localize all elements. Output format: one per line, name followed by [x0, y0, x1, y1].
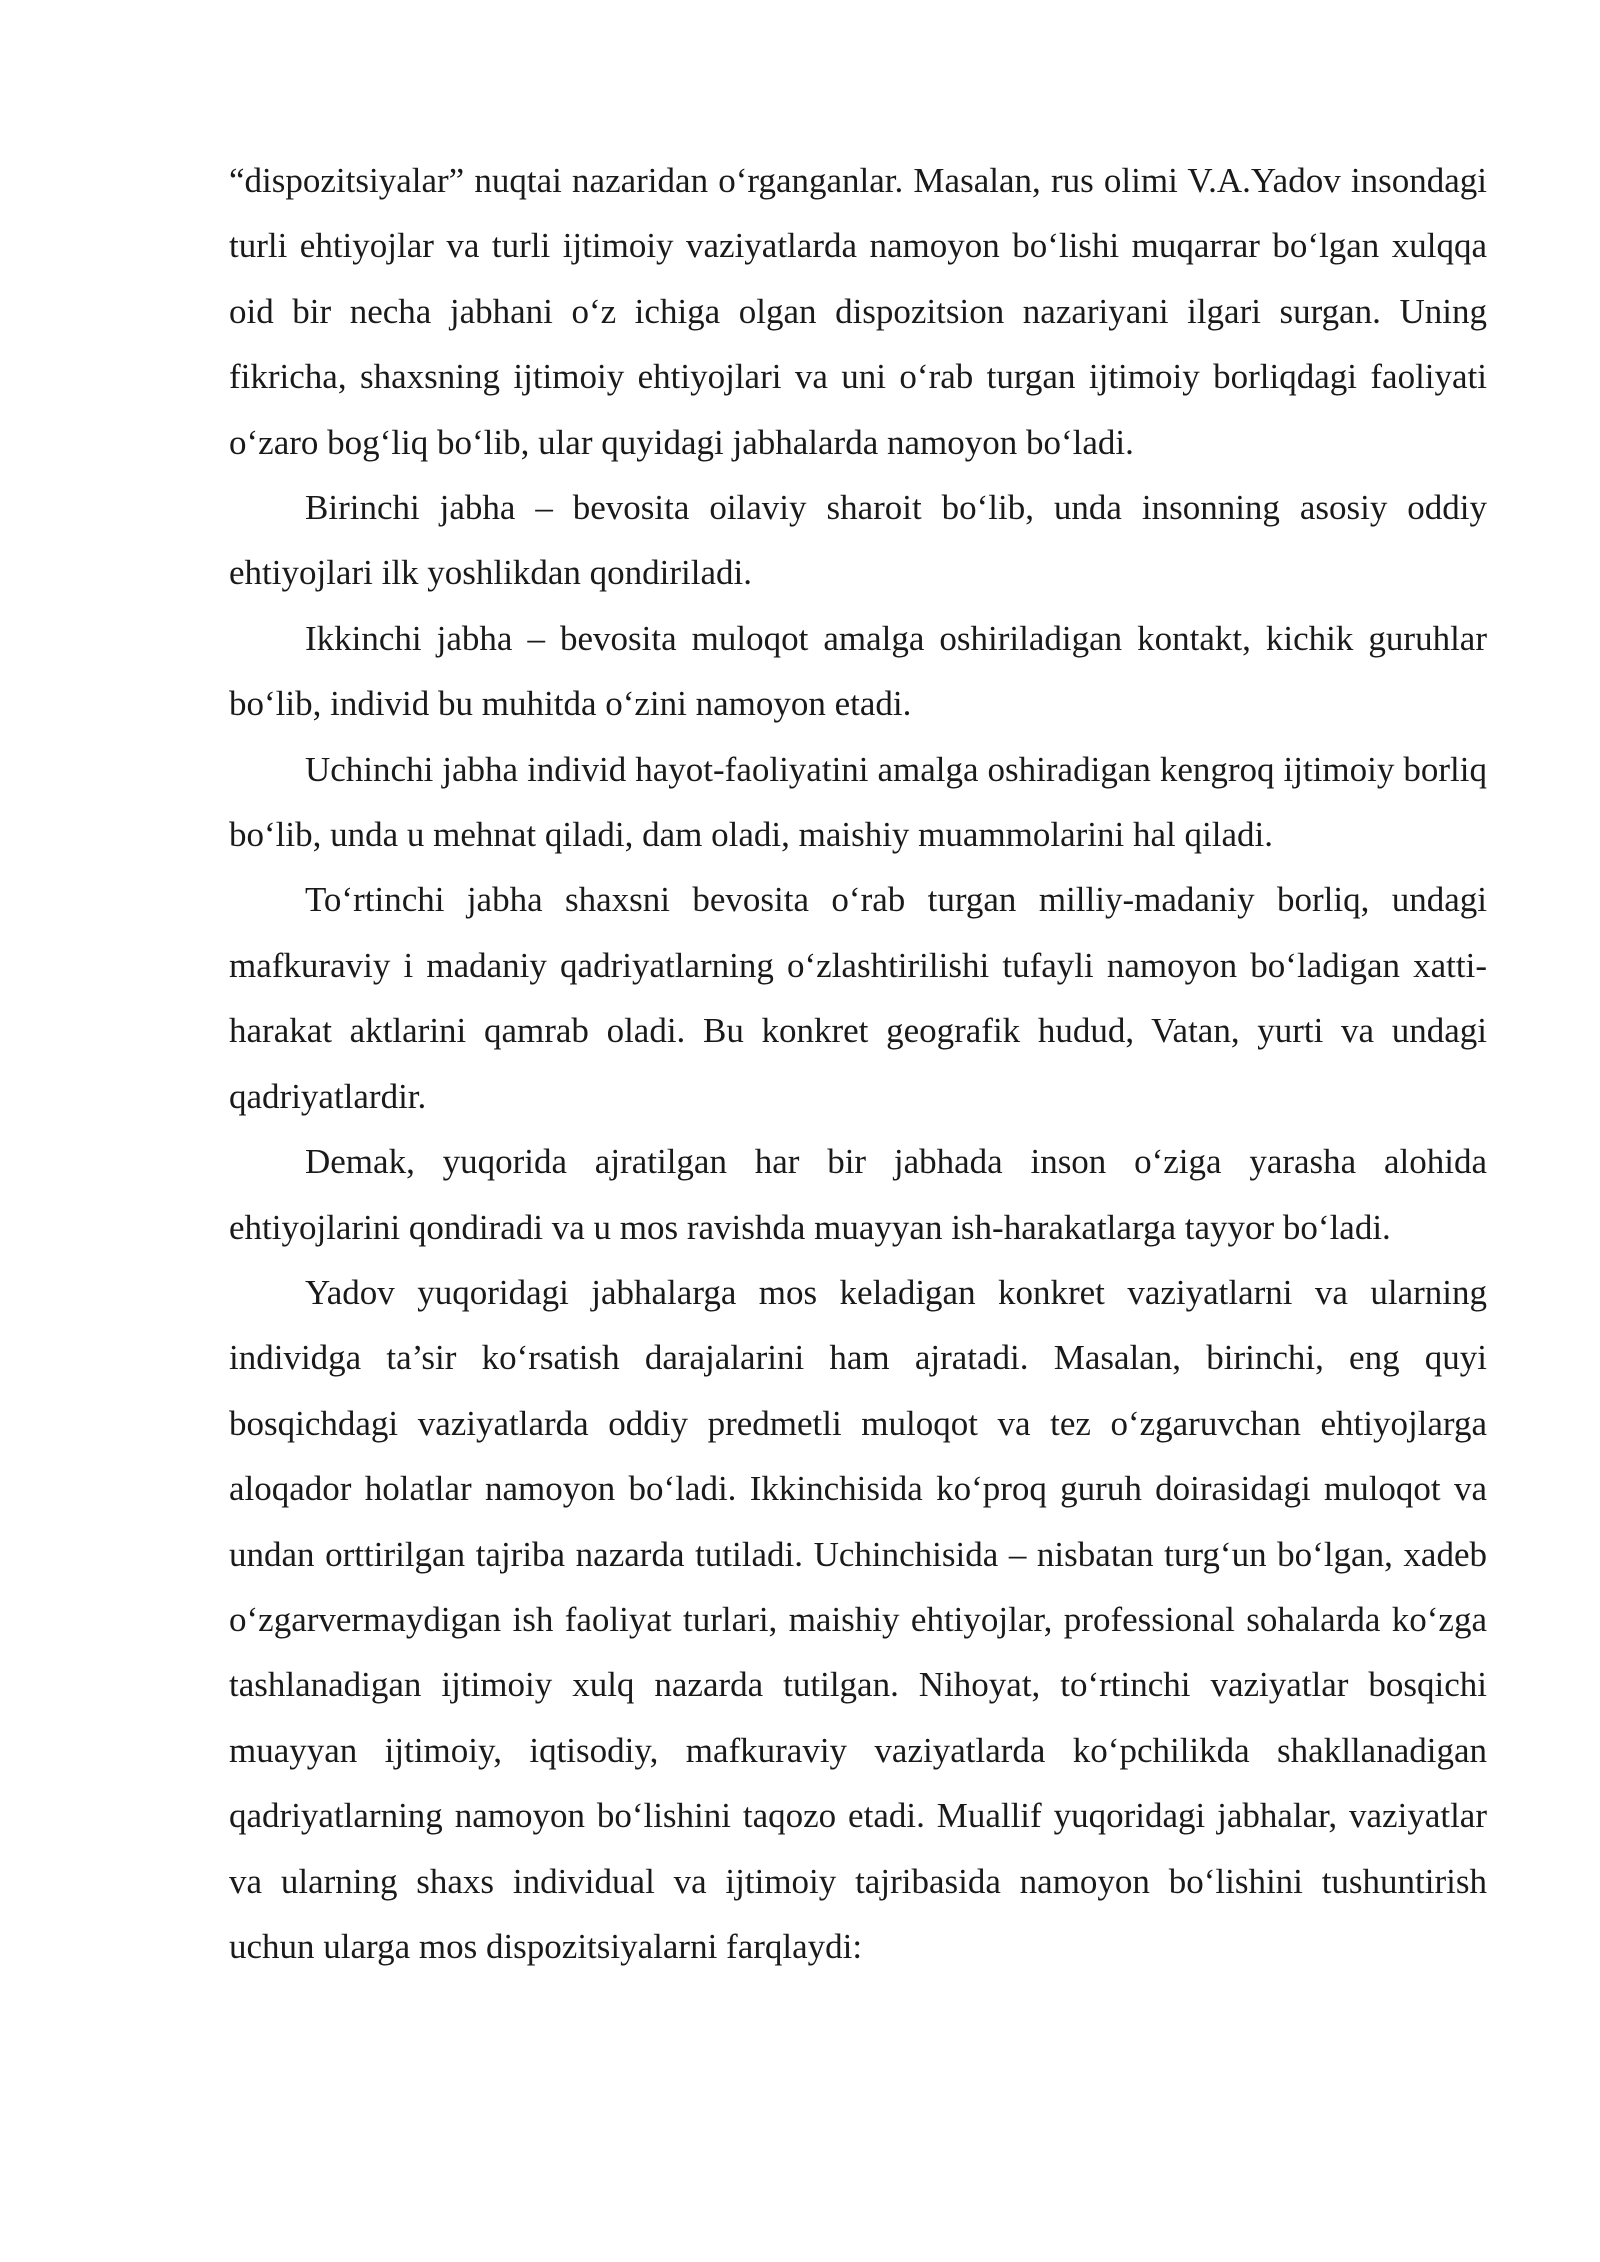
paragraph-fourth-sphere: To‘rtinchi jabha shaxsni bevosita o‘rab turgan milliy-madaniy borliq, undagi mafkuraviy i madaniy qadriyatlarning o‘zlashtirilishi tufayli namoyon bo‘ladigan xatti-harakat aktlarini qamrab oladi. Bu konkret geografik hudud, Vatan, yurti va undagi qadriyatlardir.: [229, 880, 1487, 1116]
paragraph-yadov-situations: Yadov yuqoridagi jabhalarga mos keladigan konkret vaziyatlarni va ularning individga ta’sir ko‘rsatish darajalarini ham ajratadi. Masalan, birinchi, eng quyi bosqichdagi vaziyatlarda oddiy predmetli muloqot va tez o‘zgaruvchan ehtiyojlarga aloqador holatlar namoyon bo‘ladi. Ikkinchisida ko‘proq guruh doirasidagi muloqot va undan orttirilgan tajriba nazarda tutiladi. Uchinchisida – nisbatan turg‘un bo‘lgan, xadeb o‘zgarvermaydigan ish faoliyat turlari, maishiy ehtiyojlar, professional sohalarda ko‘zga tashlanadigan ijtimoiy xulq nazarda tutilgan. Nihoyat, to‘rtinchi vaziyatlar bosqichi muayyan ijtimoiy, iqtisodiy, mafkuraviy vaziyatlarda ko‘pchilikda shakllanadigan qadriyatlarning namoyon bo‘lishini taqozo etadi. Muallif yuqoridagi jabhalar, vaziyatlar va ularning shaxs individual va ijtimoiy tajribasida namoyon bo‘lishini tushuntirish uchun ularga mos dispozitsiyalarni farqlaydi:: [229, 1272, 1487, 1966]
paragraph-second-sphere: Ikkinchi jabha – bevosita muloqot amalga oshiriladigan kontakt, kichik guruhlar bo‘lib, individ bu muhitda o‘zini namoyon etadi.: [229, 618, 1487, 724]
paragraph-intro: “dispozitsiyalar” nuqtai nazaridan o‘rganganlar. Masalan, rus olimi V.A.Yadov insondagi turli ehtiyojlar va turli ijtimoiy vaziyatlarda namoyon bo‘lishi muqarrar bo‘lgan xulqqa oid bir necha jabhani o‘z ichiga olgan dispozitsion nazariyani ilgari surgan. Uning fikricha, shaxsning ijtimoiy ehtiyojlari va uni o‘rab turgan ijtimoiy borliqdagi faoliyati o‘zaro bog‘liq bo‘lib, ular quyidagi jabhalarda namoyon bo‘ladi.: [229, 161, 1487, 462]
body-text: [229, 148, 1487, 1979]
paragraph-conclusion: Demak, yuqorida ajratilgan har bir jabhada inson o‘ziga yarasha alohida ehtiyojlarini qondiradi va u mos ravishda muayyan ish-harakatlarga tayyor bo‘ladi.: [229, 1142, 1487, 1247]
paragraph-third-sphere: Uchinchi jabha individ hayot-faoliyatini amalga oshiradigan kengroq ijtimoiy borliq bo‘lib, unda u mehnat qiladi, dam oladi, maishiy muammolarini hal qiladi.: [229, 749, 1487, 855]
paragraph-first-sphere: Birinchi jabha – bevosita oilaviy sharoit bo‘lib, unda insonning asosiy oddiy ehtiyojlari ilk yoshlikdan qondiriladi.: [229, 488, 1487, 593]
